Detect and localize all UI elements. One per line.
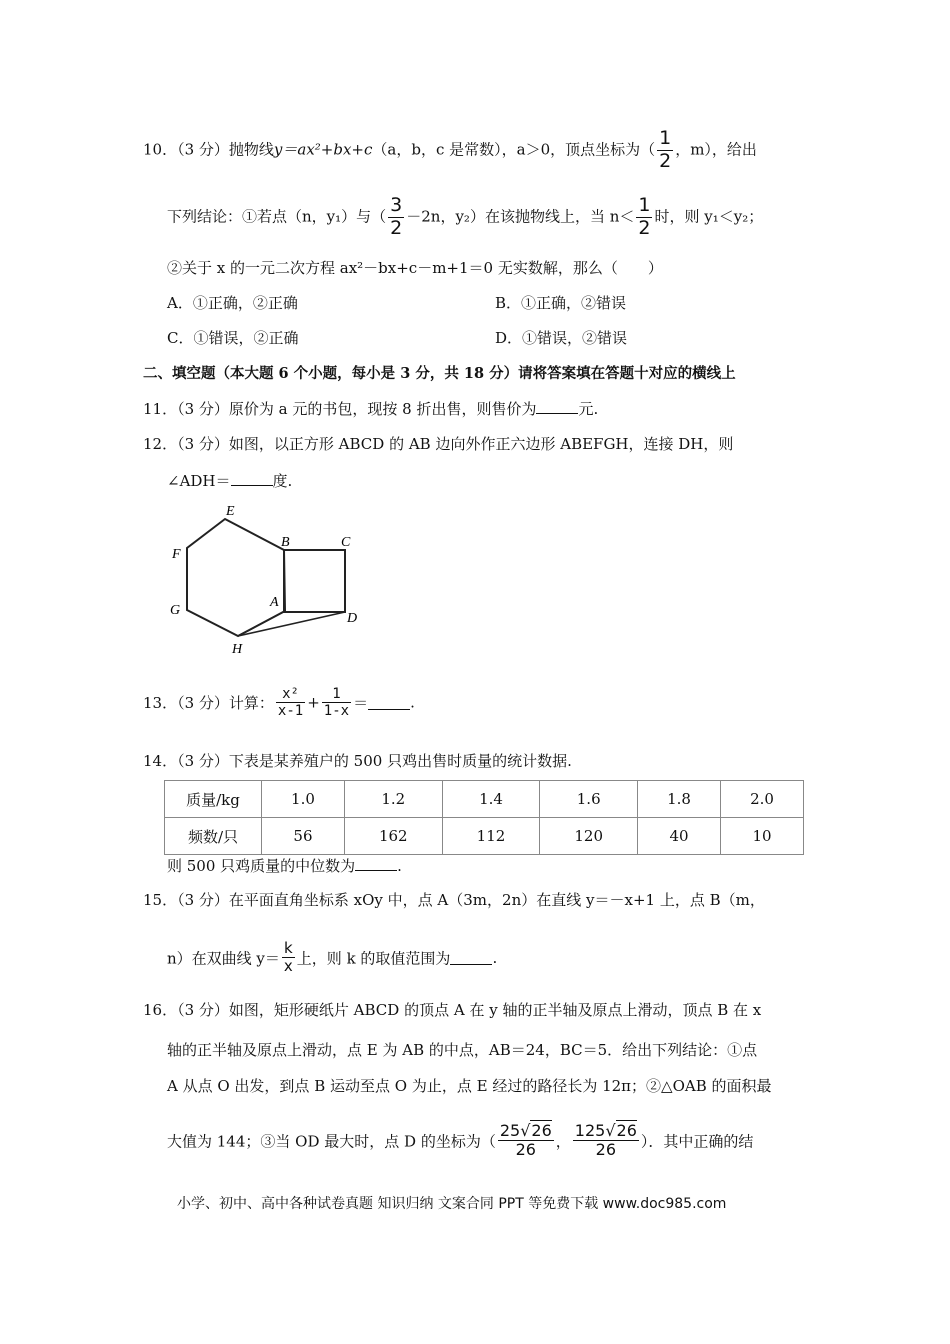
label-h: H — [232, 642, 243, 657]
q14-after-end: . — [397, 857, 402, 875]
q12-line1: 12．（3 分）如图，以正方形 ABCD 的 AB 边向外作正六边形 ABEFGH，连接 DH，则 — [143, 435, 734, 453]
q16-line3: A 从点 O 出发，到点 B 运动至点 O 为止，点 E 经过的路径长为 12π；②△OAB 的面积最 — [167, 1077, 772, 1095]
table-cell: 1.6 — [540, 781, 638, 818]
q16-fraction-2: $\frac{125√26}{26}$ — [574, 1121, 637, 1160]
q16-line4 — [167, 1122, 753, 1160]
q12-text-a: ∠ADH＝ — [167, 472, 231, 490]
q14-after — [167, 855, 402, 876]
q16-line2: 轴的正半轴及原点上滑动，点 E 为 AB 的中点，AB＝24，BC＝5．给出下列结论：①点 — [167, 1041, 758, 1059]
q14-answer-blank — [355, 856, 397, 871]
q14-intro: 14．（3 分）下表是某养殖户的 500 只鸡出售时质量的统计数据. — [143, 752, 572, 770]
q12-line2 — [167, 470, 292, 491]
table-header-cell: 质量/kg — [165, 781, 262, 818]
q12-answer-blank — [231, 471, 273, 486]
q16-fraction-1: $\frac{25√26}{26}$ — [499, 1121, 552, 1160]
q16-text-b: ）．其中正确的结 — [640, 1132, 754, 1151]
q10-l2-b: －2n，y₂）在该抛物线上，当 n＜ — [406, 207, 635, 226]
q13-prefix: 13．（3 分）计算： — [143, 694, 274, 713]
q10-fraction-1: $\frac{1}{2}$ — [659, 127, 672, 172]
segment-ah — [238, 611, 285, 636]
q15-text-b: 上，则 k 的取值范围为 — [296, 949, 451, 968]
table-cell: 1.8 — [638, 781, 721, 818]
q15-answer-blank — [450, 950, 492, 965]
q16-comma: ， — [555, 1132, 571, 1151]
q13-fraction-1: $\frac{\text{x²}}{x-1}$ — [277, 686, 304, 720]
table-cell: 10 — [720, 818, 803, 855]
table-header-cell: 频数/只 — [165, 818, 262, 855]
q10-fraction-2: $\frac{3}{2}$ — [390, 194, 403, 239]
table-cell: 112 — [442, 818, 540, 855]
q11 — [143, 398, 598, 419]
square — [284, 550, 345, 612]
table-cell: 40 — [638, 818, 721, 855]
table-cell: 2.0 — [720, 781, 803, 818]
q16-text-a: 大值为 144；③当 OD 最大时，点 D 的坐标为（ — [167, 1132, 496, 1151]
q10-option-b: B．①正确，②错误 — [495, 294, 627, 312]
q10-l2-c: 时，则 y₁＜y₂； — [654, 207, 764, 226]
table-cell: 56 — [262, 818, 345, 855]
q15-text-c: . — [492, 948, 498, 967]
q15-line2 — [167, 940, 497, 976]
q10-l2-a: 下列结论：①若点（n，y₁）与（ — [167, 207, 387, 226]
q13-end: . — [410, 693, 415, 712]
label-b: B — [281, 535, 290, 550]
q10-number: 10． — [143, 140, 178, 159]
table-row — [165, 818, 804, 855]
q16-line1: 16．（3 分）如图，矩形硬纸片 ABCD 的顶点 A 在 y 轴的正半轴及原点上滑动，顶点 B 在 x — [143, 1001, 762, 1019]
table-cell: 162 — [344, 818, 442, 855]
q12-text-b: 度. — [272, 472, 293, 490]
q10-fraction-3: $\frac{1}{2}$ — [638, 194, 651, 239]
q13-fraction-2: $\frac{1}{1-x}$ — [323, 686, 350, 720]
q11-text-a: 11．（3 分）原价为 a 元的书包，现按 8 折出售，则售价为 — [143, 400, 537, 418]
q15-text-a: n）在双曲线 y＝ — [167, 949, 280, 968]
q10-option-a: A．①正确，②正确 — [167, 294, 298, 312]
stats-table — [164, 780, 804, 855]
label-d: D — [347, 611, 358, 626]
table-row — [165, 781, 804, 818]
label-f: F — [172, 547, 181, 562]
table-cell: 1.4 — [442, 781, 540, 818]
q13 — [143, 686, 415, 719]
table-cell: 1.2 — [344, 781, 442, 818]
q10-text-a: （3 分）抛物线 — [177, 140, 274, 159]
q15-line1: 15．（3 分）在平面直角坐标系 xOy 中，点 A（3m，2n）在直线 y＝－x+1 上，点 B（m， — [143, 891, 765, 909]
q10-equation: y＝ax²+bx+c — [273, 140, 373, 159]
q10-line1 — [143, 128, 757, 173]
label-g: G — [170, 603, 181, 618]
q13-equals: ＝ — [353, 694, 369, 713]
q15-fraction: $\frac{k}{x}$ — [283, 939, 293, 976]
page-footer: 小学、初中、高中各种试卷真题 知识归纳 文案合同 PPT 等免费下载 www.doc985.com — [177, 1196, 727, 1212]
q10-text-c: ，m），给出 — [675, 140, 757, 159]
q11-answer-blank — [536, 399, 578, 414]
label-e: E — [226, 504, 235, 519]
table-cell: 1.0 — [262, 781, 345, 818]
q10-line3: ②关于 x 的一元二次方程 ax²－bx+c－m+1＝0 无实数解，那么（ ） — [167, 259, 663, 277]
q10-text-b: （a，b，c 是常数），a＞0，顶点坐标为（ — [372, 140, 656, 159]
q14-after-text: 则 500 只鸡质量的中位数为 — [167, 857, 356, 875]
section-heading: 二、填空题（本大题 6 个小题，每小是 3 分，共 18 分）请将答案填在答题十对应的横线上 — [143, 365, 736, 382]
label-a: A — [270, 595, 279, 610]
q11-text-b: 元. — [578, 400, 599, 418]
table-cell: 120 — [540, 818, 638, 855]
q10-line2 — [167, 195, 763, 240]
hexagon-square-figure — [160, 498, 370, 658]
segment-dh — [238, 612, 345, 636]
q13-plus: + — [307, 693, 320, 712]
q10-option-d: D．①错误，②错误 — [495, 329, 628, 347]
q13-answer-blank — [368, 695, 410, 710]
label-c: C — [341, 535, 351, 550]
q10-option-c: C．①错误，②正确 — [167, 329, 299, 347]
